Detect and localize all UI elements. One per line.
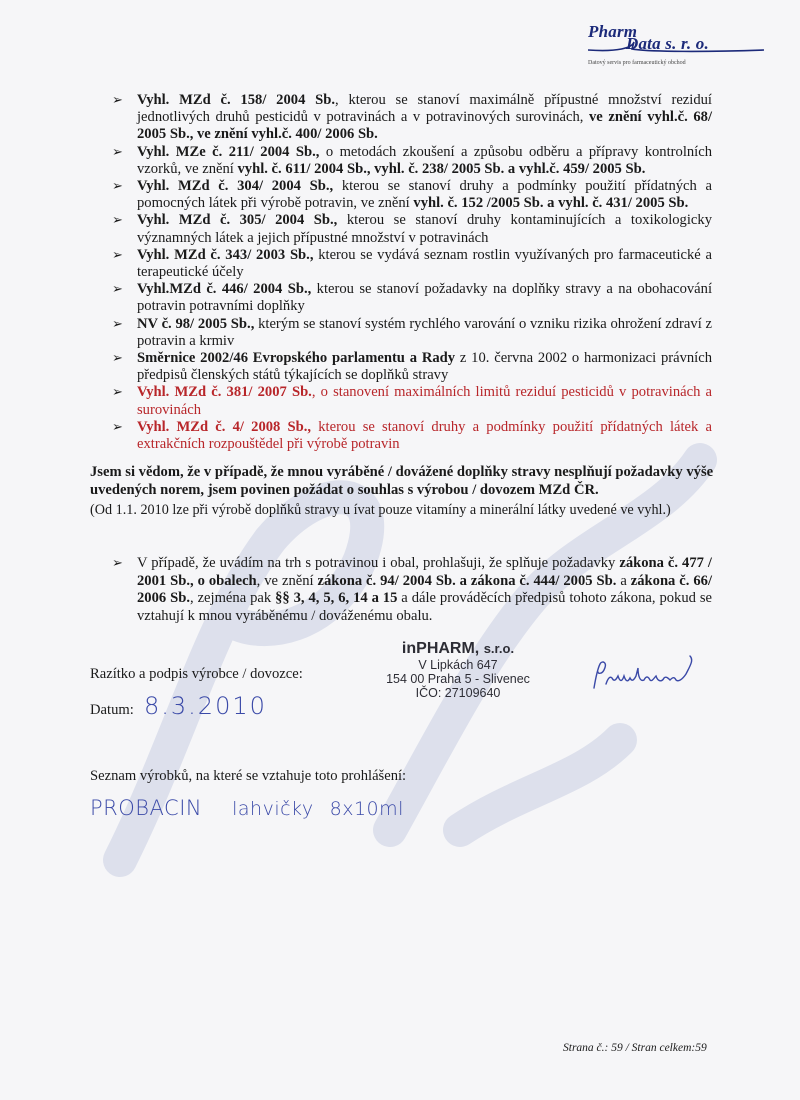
bold-reference: Vyhl. MZd č. 304/ 2004 Sb., <box>137 178 334 195</box>
handwritten-signature <box>590 650 700 700</box>
arrow-bullet-icon: ➢ <box>112 316 123 332</box>
pharmdata-logo <box>588 22 768 70</box>
logo-line2: Data s. r. o. <box>626 34 709 53</box>
text-segment: , ve znění <box>256 572 318 589</box>
packaging-text <box>137 555 712 624</box>
date-handwritten: 8.3.2010 <box>144 692 267 720</box>
arrow-bullet-icon: ➢ <box>112 351 123 367</box>
regulations-list <box>112 92 712 453</box>
arrow-bullet-icon: ➢ <box>112 385 123 401</box>
regulation-item <box>112 212 712 246</box>
packaging-item <box>112 555 712 625</box>
logo-tagline: Datový servis pro farmaceutický obchod <box>588 60 686 66</box>
bold-reference: zákona č. 477 / 2001 Sb., o obalech <box>137 555 712 589</box>
regulation-item <box>112 316 712 350</box>
text-segment: o metodách zkoušení a způsobu odběru a přípravy kontrolních vzorků, ve znění <box>137 143 712 177</box>
bold-reference: vyhl. č. 611/ 2004 Sb., vyhl. č. 238/ 2005 Sb. a vyhl.č. 459/ 2005 Sb. <box>237 160 646 177</box>
arrow-bullet-icon: ➢ <box>112 213 123 229</box>
stamp-label: Razítko a podpis výrobce / dovozce: <box>90 666 303 682</box>
text-segment: , o stanovení maximálních limitů reziduí pesticidů v potravinách a surovinách <box>137 384 712 418</box>
bold-reference: NV č. 98/ 2005 Sb., <box>137 315 255 332</box>
declaration-note: (Od 1.1. 2010 lze při výrobě doplňků stravy u ívat pouze vitamíny a minerální látky uvedené ve vyhl.) <box>90 502 671 518</box>
arrow-bullet-icon: ➢ <box>112 556 123 571</box>
declaration-statement: Jsem si vědom, že v případě, že mnou vyráběné / dovážené doplňky stravy nesplňují požadavky výše uvedených norem, jsem povinen požádat o souhlas s výrobou / dovozem MZd ČR. <box>90 464 714 498</box>
company-stamp <box>378 640 538 700</box>
regulation-item <box>112 247 712 281</box>
text-segment: , kterou se stanoví maximálně přípustné množství reziduí jednotlivých druhů pesticidů v potravinách a v potravinových surovinách, <box>137 92 712 126</box>
bold-reference: Vyhl. MZd č. 305/ 2004 Sb., <box>137 212 338 229</box>
page-footer: Strana č.: 59 / Stran celkem:59 <box>563 1042 707 1054</box>
bold-reference: vyhl. č. 152 /2005 Sb. a vyhl. č. 431/ 2005 Sb. <box>413 195 689 212</box>
bold-reference: Vyhl. MZd č. 4/ 2008 Sb., <box>137 418 312 435</box>
arrow-bullet-icon: ➢ <box>112 282 123 298</box>
stamp-ico: IČO: 27109640 <box>415 686 501 700</box>
products-label: Seznam výrobků, na které se vztahuje toto prohlášení: <box>90 768 407 784</box>
date-label: Datum: <box>90 702 134 718</box>
text-segment: , zejména pak <box>190 590 276 607</box>
arrow-bullet-icon: ➢ <box>112 179 123 195</box>
arrow-bullet-icon: ➢ <box>112 247 123 263</box>
regulation-item <box>112 350 712 384</box>
product-size: 8x10ml <box>329 798 404 820</box>
bold-reference: Vyhl. MZe č. 211/ 2004 Sb., <box>137 143 320 160</box>
bold-reference: Vyhl. MZd č. 381/ 2007 Sb. <box>137 384 312 401</box>
regulation-item <box>112 384 712 418</box>
text-segment: kterou se stanoví požadavky na doplňky stravy a na obohacování potravin potravními doplňky <box>137 281 712 315</box>
text-segment: a dále prováděcích předpisů tohoto zákona, pokud se vztahují k mnou vyráběnému / dováženému obalu. <box>137 590 713 624</box>
text-segment: kterou se stanoví druhy kontaminujících a toxikologicky významných látek a jejich přípustné množství v potravinách <box>137 212 712 246</box>
text-segment: kterou se stanoví druhy a podmínky použití přídatných a pomocných látek při výrobě potravin, ve znění <box>137 178 712 212</box>
regulation-item <box>112 281 712 315</box>
arrow-bullet-icon: ➢ <box>112 93 123 108</box>
text-segment: a <box>616 572 631 589</box>
logo-swoosh-icon <box>588 36 768 56</box>
bold-reference: zákona č. 66/ 2006 Sb. <box>137 572 713 607</box>
bold-reference: Vyhl.MZd č. 446/ 2004 Sb., <box>137 281 312 298</box>
bold-reference: §§ 3, 4, 5, 6, 14 a 15 <box>275 590 398 607</box>
logo-line1: Pharm <box>588 22 638 41</box>
bold-reference: Směrnice 2002/46 Evropského parlamentu a Rady <box>137 350 456 367</box>
text-segment: z 10. června 2002 o harmonizaci právních předpisů členských států týkajících se doplňků stravy <box>137 350 713 384</box>
text-segment: V případě, že uvádím na trh s potravinou i obal, prohlašuji, že splňuje požadavky <box>137 555 620 571</box>
text-segment: kterou se vydává seznam rostlin využívaných pro farmaceutické a terapeutické účely <box>137 246 712 281</box>
regulation-item <box>112 178 712 212</box>
bold-reference: zákona č. 94/ 2004 Sb. a zákona č. 444/ 2005 Sb. <box>317 572 617 589</box>
regulation-item <box>112 92 712 144</box>
arrow-bullet-icon: ➢ <box>112 144 123 160</box>
text-segment: kterým se stanoví systém rychlého varování o vzniku rizika ohrožení zdraví z potravin a krmiv <box>137 315 712 349</box>
regulation-item <box>112 419 712 453</box>
products-handwritten <box>90 796 404 820</box>
text-segment: kterou se stanoví druhy a podmínky použití přídatných látek a extrakčních rozpouštědel při výrobě potravin <box>137 418 712 453</box>
stamp-street: V Lipkách 647 <box>418 658 498 672</box>
regulation-item <box>112 144 712 178</box>
product-name: PROBACIN <box>90 796 203 820</box>
stamp-city: 154 00 Praha 5 - Slivenec <box>386 672 530 686</box>
bold-reference: Vyhl. MZd č. 158/ 2004 Sb. <box>137 92 336 108</box>
product-form: lahvičky <box>232 798 314 820</box>
bold-reference: Vyhl. MZd č. 343/ 2003 Sb., <box>137 246 314 263</box>
arrow-bullet-icon: ➢ <box>112 419 123 435</box>
bold-reference: ve znění vyhl.č. 68/ 2005 Sb., ve znění vyhl.č. 400/ 2006 Sb. <box>137 109 712 143</box>
packaging-list <box>112 555 712 625</box>
stamp-company: inPHARM, s.r.o. <box>401 640 515 657</box>
